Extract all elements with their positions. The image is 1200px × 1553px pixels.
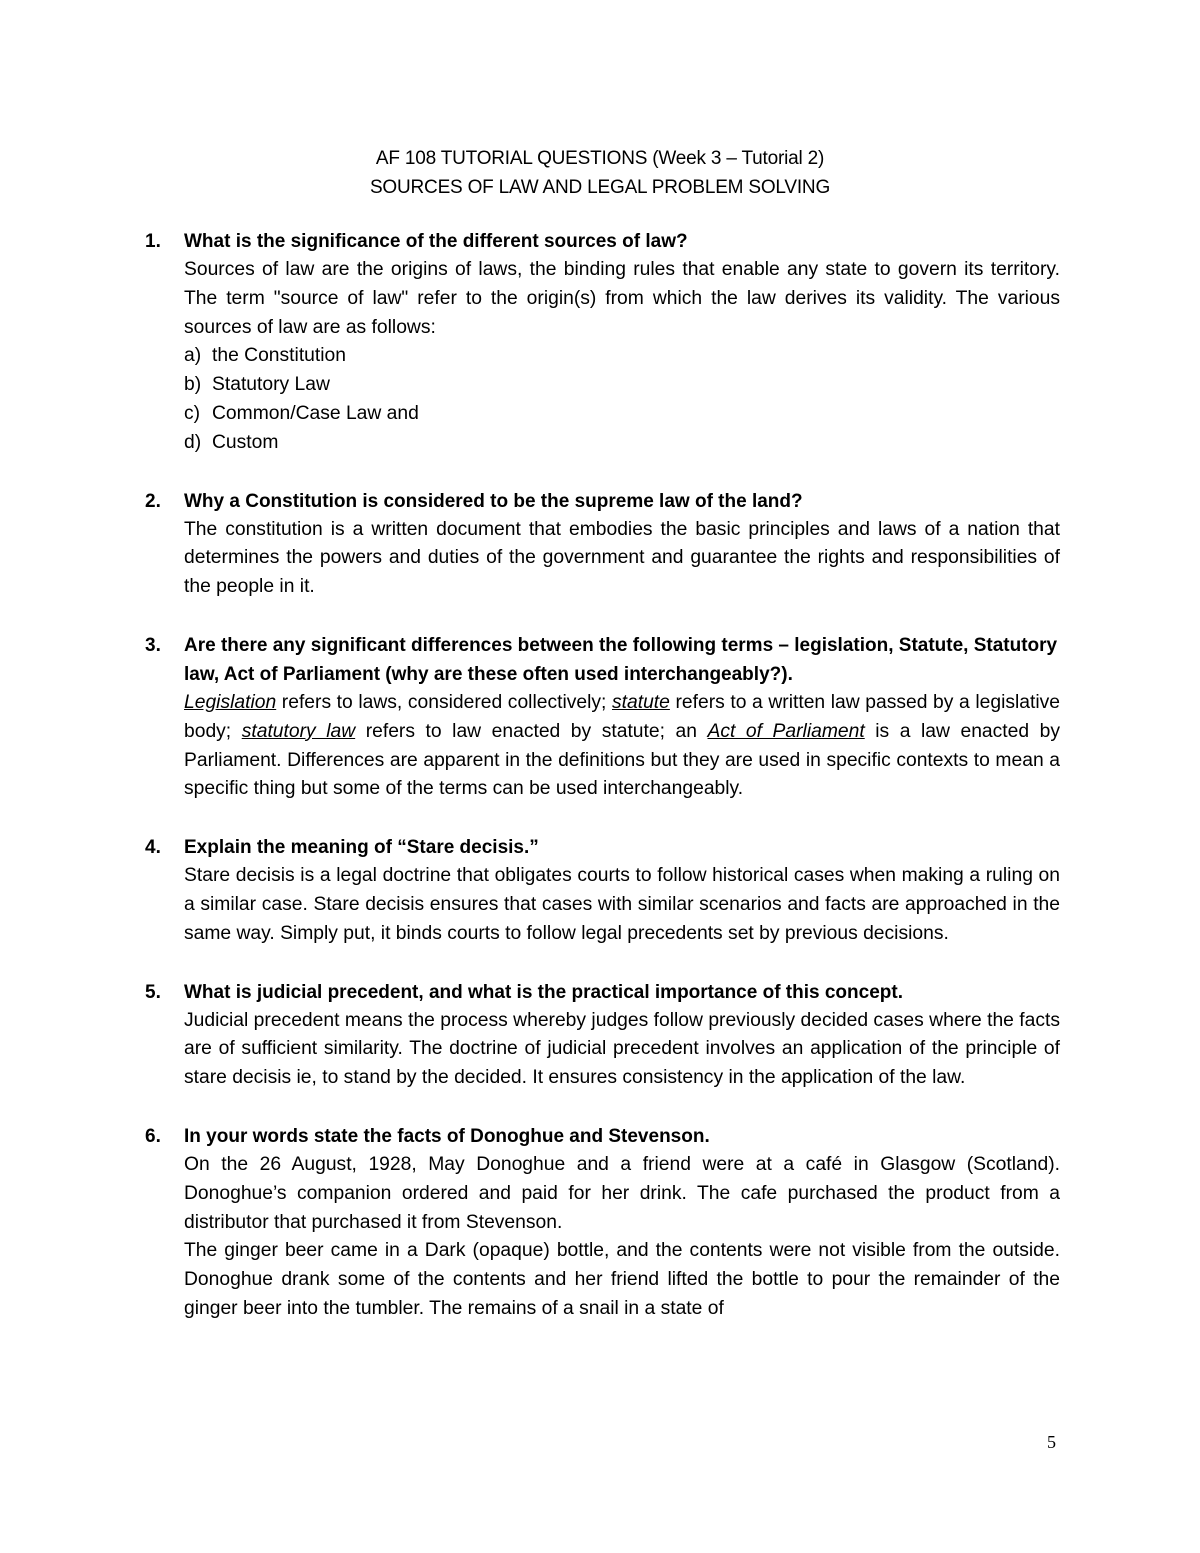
list-item-text: Custom (212, 431, 279, 453)
header-subtitle: SOURCES OF LAW AND LEGAL PROBLEM SOLVING (369, 177, 831, 198)
list-item-text: Common/Case Law and (212, 402, 419, 424)
question-title: Explain the meaning of “Stare decisis.” (184, 837, 539, 859)
answer-text: Sources of law are the origins of laws, the binding rules that enable any state to govern its territory. The term "source of law" refer to the origin(s) from which the law derives its validity. The various sources of law are as follows: (184, 259, 1060, 338)
question-title: Are there any significant differences between the following terms – legislation, Statute, Statutory law, Act of Parliament (why are these often used interchangeably?). (184, 634, 1058, 685)
answer-text: Judicial precedent means the process whereby judges follow previously decided cases where the facts are of sufficient similarity. The doctrine of judicial precedent involves an application of the principle of stare decisis ie, to stand by the decided. It ensures consistency in the application of the law. (184, 1009, 1060, 1089)
list-item-text: Statutory Law (212, 374, 330, 396)
list-item (184, 400, 1060, 429)
question-list (145, 227, 1060, 1324)
answer-text: On the 26 August, 1928, May Donoghue and a friend were at a café in Glasgow (Scotland). Donoghue’s companion ordered and paid for her drink. The cafe purchased the product from a distributor that purchased it from Stevenson. (184, 1153, 1060, 1233)
question-number: 5. (145, 981, 161, 1003)
question-number: 3. (145, 634, 161, 656)
list-item-text: the Constitution (212, 345, 346, 367)
answer-text: The constitution is a written document that embodies the basic principles and laws of a nation that determines the powers and duties of the government and guarantee the rights and responsibilities of the people in it. (184, 518, 1060, 598)
question-number: 6. (145, 1125, 161, 1147)
list-item-label: b) (184, 374, 202, 396)
answer-fragment: refers to laws, considered collectively; (276, 691, 612, 713)
answer-text: Stare decisis is a legal doctrine that obligates courts to follow historical cases when making a ruling on a similar case. Stare decisis ensures that cases with similar scenarios and facts are approached in the same way. Simply put, it binds courts to follow legal precedents set by previous decisions. (184, 865, 1060, 944)
document-header (0, 144, 1200, 202)
question-1 (145, 227, 1060, 458)
question-title: Why a Constitution is considered to be the supreme law of the land? (184, 490, 803, 512)
list-item-label: c) (184, 402, 201, 424)
question-title: What is the significance of the different sources of law? (184, 231, 688, 252)
list-item (184, 371, 1060, 400)
answer-text: The ginger beer came in a Dark (opaque) bottle, and the contents were not visible from the outside. Donoghue drank some of the contents and her friend lifted the bottle to pour the remainder of the ginger beer into the tumbler. The remains of a snail in a state of (184, 1240, 1060, 1319)
question-3 (145, 631, 1060, 804)
list-item (184, 429, 1060, 458)
question-title: What is judicial precedent, and what is the practical importance of this concept. (184, 981, 903, 1003)
question-number: 1. (145, 231, 161, 252)
list-item-label: d) (184, 431, 202, 453)
answer-fragment: is a law enacted by Parliament. Differences are apparent in the definitions but they are used in specific contexts to mean a specific thing but some of the terms can be used interchangeably. (184, 720, 1061, 800)
question-number: 4. (145, 837, 161, 859)
answer-text (184, 689, 1060, 804)
question-title: In your words state the facts of Donoghue and Stevenson. (184, 1125, 710, 1147)
sources-list (184, 342, 1060, 457)
question-5 (145, 978, 1060, 1093)
header-title: AF 108 TUTORIAL QUESTIONS (Week 3 – Tutorial 2) (375, 148, 825, 169)
term-act-of-parliament: Act of Parliament (707, 720, 865, 742)
answer-fragment: refers to law enacted by statute; an (355, 720, 708, 742)
question-2 (145, 487, 1060, 602)
term-legislation: Legislation (184, 691, 277, 713)
question-6 (145, 1122, 1060, 1324)
question-number: 2. (145, 490, 161, 512)
term-statute: statute (612, 691, 670, 713)
page-number: 5 (1047, 1432, 1056, 1452)
list-item (184, 342, 1060, 371)
list-item-label: a) (184, 345, 202, 367)
term-statutory-law: statutory law (241, 720, 356, 742)
answer-fragment: refers to a written law passed by a legislative body; (184, 691, 1061, 742)
question-4 (145, 833, 1060, 948)
